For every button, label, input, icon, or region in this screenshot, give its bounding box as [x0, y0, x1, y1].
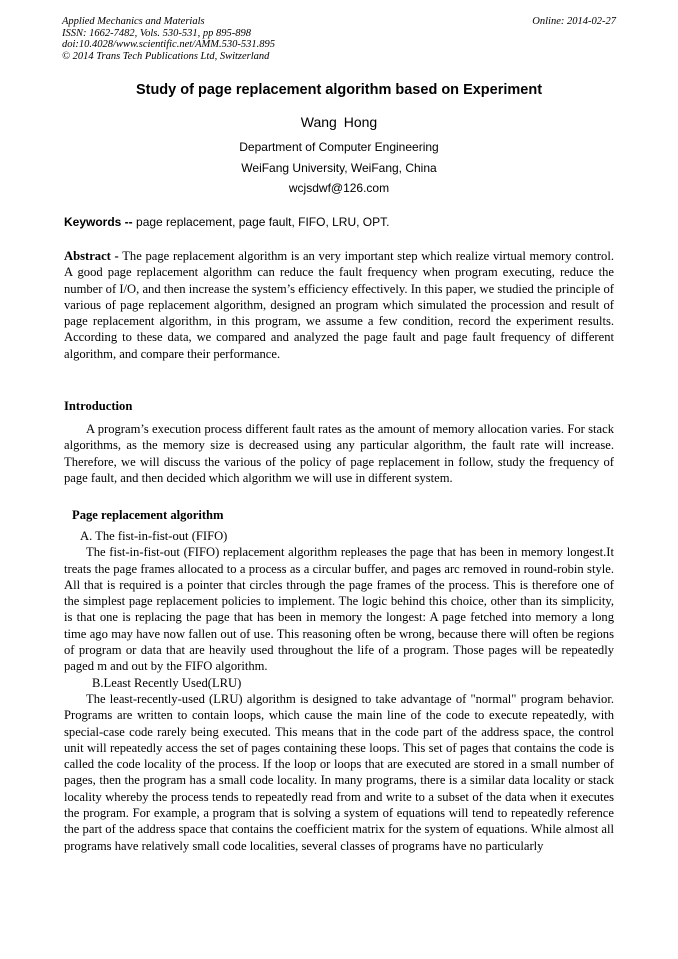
affiliation: [0, 137, 678, 199]
abstract-text: The page replacement algorithm is an very important step which realize virtual memory control. A good page replacement algorithm can reduce the fault frequency when program executing, reduce the number of I/O, and then increase the system’s efficiency effectively. In this paper, we studied the principle of various of page replacement algorithm, designed an program which simulated the procession and result of page replacement algorithm, in this program, we assume a few condition, record the experiment results. According to these data, we compared and analyzed the page fault and page fault frequency of different algorithm, and compare their performance.: [64, 249, 615, 361]
lru-heading: B.Least Recently Used(LRU): [92, 675, 242, 690]
page-replacement-heading: Page replacement algorithm: [72, 508, 224, 522]
author-email: wcjsdwf@126.com: [288, 181, 390, 195]
paper-title: Study of page replacement algorithm based on Experiment: [135, 82, 543, 98]
journal-header: [62, 16, 616, 62]
keywords-line: [64, 215, 614, 229]
issn-line: ISSN: 1662-7482, Vols. 530-531, pp 895-898: [62, 27, 251, 39]
copyright-line: © 2014 Trans Tech Publications Ltd, Switzerland: [62, 50, 270, 62]
fifo-text: The fist-in-fist-out (FIFO) replacement algorithm repleases the page that has been in memory longest.It treats the page frames allocated to a process as a circular buffer, and pages arc removed in round-robin style. All that is required is a pointer that circles through the page frames of the process. This is therefore one of the simplest page replacement policies to implement. The logic behind this choice, other than its simplicity, is that one is replacing the page that has been in memory the longest: A page fetched into memory a long time ago may have now fallen out of use. This reasoning often be wrong, because there will often be regions of program or data that are heavily used throughout the life of a program. Those pages will be repeatedly paged m and out by the FIFO algorithm.: [64, 545, 614, 674]
introduction-text: A program’s execution process different fault rates as the amount of memory allocation varies. For stack algorithms, as the memory size is decreased using any particular algorithm, the fault rate will increase. Therefore, we will discuss the various of the policy of page replacement in follow, study the frequency of page fault, and then decided which algorithm we will use in different system.: [64, 422, 614, 485]
online-date: Online: 2014-02-27: [532, 16, 616, 27]
doi-line: doi:10.4028/www.scientific.net/AMM.530-531.895: [62, 39, 275, 50]
fifo-heading: A. The fist-in-fist-out (FIFO): [80, 529, 228, 543]
keywords-text: page replacement, page fault, FIFO, LRU, OPT.: [132, 215, 390, 229]
introduction-heading: Introduction: [64, 399, 133, 413]
author-name: Wang Hong: [300, 114, 378, 130]
page-replacement-section: [64, 528, 614, 854]
university: WeiFang University, WeiFang, China: [241, 160, 437, 175]
abstract: [64, 248, 614, 362]
department: Department of Computer Engineering: [239, 140, 439, 154]
introduction-section: [64, 421, 614, 486]
journal-name: Applied Mechanics and Materials: [62, 16, 205, 27]
keywords-label: Keywords --: [64, 215, 133, 229]
abstract-label: Abstract -: [64, 249, 119, 263]
lru-text: The least-recently-used (LRU) algorithm is designed to take advantage of "normal" program behavior. Programs are written to contain loops, which cause the main line of the code to execute repeatedly, with special-case code rarely being executed. This means that in the code part of the address space, the control unit will repeatedly access the set of pages containing these loops. This set of pages that contains the code is called the code locality of the process. If the loop or loops that are executed are stored in a small number of pages, then the program has a small code locality. In many programs, there is a similar data locality or stack locality whereby the process tends to repeatedly read from and write to a subset of the data when it executes the program. For example, a program that is solving a system of equations will tend to repeatedly reference the part of the address space that contains the coefficient matrix for the system of equations. While almost all programs have relatively small code localities, several classes of programs have no particularly: [64, 691, 614, 853]
